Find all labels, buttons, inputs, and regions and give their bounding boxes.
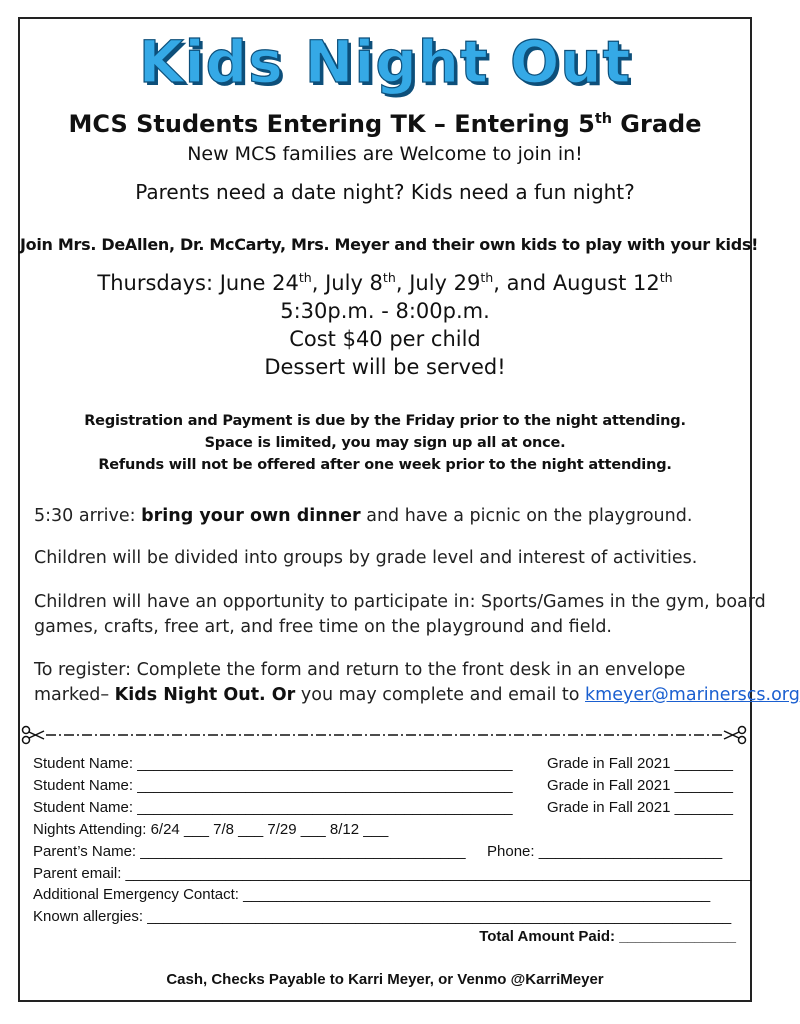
registration-line: Registration and Payment is due by the Friday prior to the night attending.	[84, 413, 686, 429]
flyer-subtitle	[20, 108, 750, 140]
register-line: To register: Complete the form and return to the front desk in an envelope	[34, 660, 686, 680]
grade-field[interactable]: Grade in Fall 2021 _______	[547, 755, 733, 772]
welcome-line: New MCS families are Welcome to join in!	[187, 143, 583, 165]
flyer-title: Kids Night Out	[138, 28, 632, 96]
student-name-field[interactable]	[33, 775, 745, 797]
student-name-label: Student Name: _____________________________________________	[33, 755, 513, 772]
total-paid-field[interactable]: Total Amount Paid: ______________	[479, 928, 736, 945]
nights-attending-field[interactable]: Nights Attending: 6/24 ___ 7/8 ___ 7/29 ___ 8/12 ___	[33, 821, 389, 838]
dates-line	[20, 269, 750, 297]
dates-sup-3: th	[480, 270, 494, 285]
activities-line: Children will have an opportunity to participate in: Sports/Games in the gym, board	[34, 592, 766, 612]
parent-name-field[interactable]	[33, 841, 745, 863]
dates-text-3: , July 29	[395, 271, 481, 295]
time-line: 5:30p.m. - 8:00p.m.	[280, 299, 490, 323]
dates-sup-1: th	[298, 270, 312, 285]
activities-line: games, crafts, free art, and free time on the playground and field.	[34, 617, 612, 637]
arrive-paragraph	[34, 504, 746, 529]
groups-paragraph: Children will be divided into groups by grade level and interest of activities.	[34, 548, 698, 568]
phone-field[interactable]: Phone: ______________________	[487, 843, 723, 860]
cost-line: Cost $40 per child	[289, 327, 481, 351]
register-line-2	[34, 683, 800, 708]
scissors-icon	[23, 727, 45, 744]
student-name-label: Student Name: _____________________________________________	[33, 799, 513, 816]
allergies-field[interactable]: Known allergies: ______________________________________________________________________	[33, 908, 732, 925]
dates-sup-4: th	[659, 270, 673, 285]
subtitle-text: MCS Students Entering TK – Entering 5	[68, 110, 595, 138]
scissors-icon	[724, 727, 746, 744]
registration-line: Space is limited, you may sign up all at once.	[204, 435, 566, 451]
emergency-contact-field[interactable]: Additional Emergency Contact: ________________________________________________________	[33, 886, 711, 903]
cut-line	[20, 725, 748, 745]
payment-note: Cash, Checks Payable to Karri Meyer, or Venmo @KarriMeyer	[166, 971, 604, 988]
subtitle-end: Grade	[611, 110, 702, 138]
arrive-end: and have a picnic on the playground.	[360, 506, 693, 526]
parent-email-field[interactable]: Parent email: ___________________________________________________________________________	[33, 865, 752, 882]
dates-text-2: , July 8	[311, 271, 383, 295]
dates-text-1: Thursdays: June 24	[97, 271, 299, 295]
dates-sup-2: th	[382, 270, 396, 285]
student-name-field[interactable]	[33, 797, 745, 819]
student-name-field[interactable]	[33, 753, 745, 775]
dates-text-4: , and August 12	[493, 271, 660, 295]
registration-line: Refunds will not be offered after one week prior to the night attending.	[98, 457, 672, 473]
register-text: marked–	[34, 685, 115, 705]
subtitle-sup: th	[594, 111, 612, 127]
grade-field[interactable]: Grade in Fall 2021 _______	[547, 799, 733, 816]
dessert-line: Dessert will be served!	[264, 355, 506, 379]
student-name-label: Student Name: _____________________________________________	[33, 777, 513, 794]
question-line: Parents need a date night? Kids need a fun night?	[135, 180, 635, 204]
grade-field[interactable]: Grade in Fall 2021 _______	[547, 777, 733, 794]
arrive-bold: bring your own dinner	[141, 506, 361, 526]
register-mid: you may complete and email to	[295, 685, 586, 705]
email-link[interactable]: kmeyer@marinerscs.org	[585, 685, 800, 705]
arrive-text: 5:30 arrive:	[34, 506, 142, 526]
register-bold: Kids Night Out. Or	[114, 685, 296, 705]
parent-name-label: Parent’s Name: _______________________________________	[33, 843, 466, 860]
join-line: Join Mrs. DeAllen, Dr. McCarty, Mrs. Meyer and their own kids to play with your kids!	[20, 235, 759, 254]
